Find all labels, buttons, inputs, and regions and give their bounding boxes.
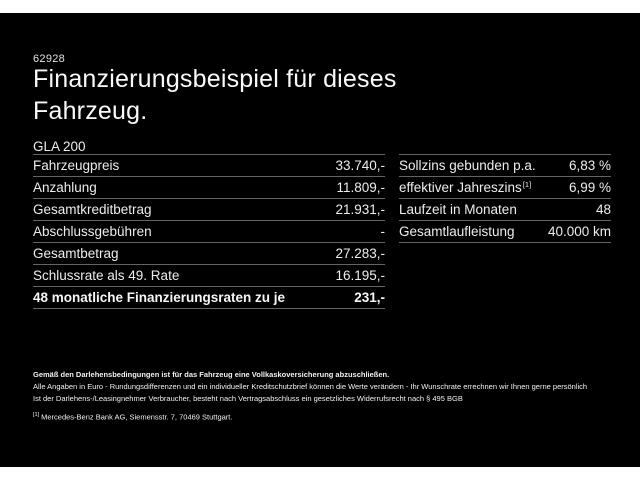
- page-title: Finanzierungsbeispiel für dieses Fahrzeug.: [33, 65, 397, 125]
- table-row: [33, 221, 385, 243]
- row-label: Schlussrate als 49. Rate: [33, 268, 180, 283]
- table-row-monthly-rate: [33, 287, 385, 309]
- footnote-text: Mercedes-Benz Bank AG, Siemensstr. 7, 70469 Stuttgart.: [41, 412, 233, 422]
- row-label: Laufzeit in Monaten: [399, 202, 517, 217]
- row-label: Gesamtbetrag: [33, 246, 119, 261]
- row-value: 11.809,-: [336, 180, 385, 195]
- row-value: 6,99 %: [568, 180, 611, 195]
- table-row: [399, 177, 611, 199]
- table-row: [399, 199, 611, 221]
- disclaimer-line: Ist der Darlehens-/Leasingnehmer Verbraucher, besteht nach Vertragsabschluss ein gesetzliches Widerrufsrecht nach § 495 BGB: [33, 394, 463, 403]
- row-label: Fahrzeugpreis: [33, 158, 120, 173]
- table-row: [33, 243, 385, 265]
- finance-table: [33, 154, 385, 309]
- row-label: Abschlussgebühren: [33, 224, 152, 239]
- row-value: -: [380, 224, 385, 239]
- vehicle-model: GLA 200: [33, 139, 86, 154]
- insurance-note: Gemäß den Darlehensbedingungen ist für das Fahrzeug eine Vollkaskoversicherung abzuschließen.: [33, 370, 390, 379]
- row-value: 27.283,-: [335, 246, 385, 261]
- table-row: [33, 199, 385, 221]
- disclaimer-line: Alle Angaben in Euro - Rundungsdifferenzen und ein individueller Kreditschutzbrief können die Werte verändern - Ihr Wunschrate errechnen wir Ihnen gerne persönlich: [33, 382, 588, 391]
- row-value: 33.740,-: [335, 158, 385, 173]
- footnote-marker: [1]: [522, 179, 532, 189]
- row-value: 40.000 km: [547, 224, 611, 239]
- row-value: 16.195,-: [335, 268, 385, 283]
- table-row: [399, 221, 611, 243]
- table-row: [33, 155, 385, 177]
- row-label-text: effektiver Jahreszins: [399, 180, 522, 195]
- table-row: [399, 155, 611, 177]
- row-label: Anzahlung: [33, 180, 97, 195]
- row-value: 48: [595, 202, 611, 217]
- reference-number: 62928: [33, 53, 66, 65]
- row-label: Gesamtkreditbetrag: [33, 202, 152, 217]
- row-value: 231,-: [354, 290, 385, 305]
- row-label: [399, 180, 531, 195]
- row-label: 48 monatliche Finanzierungsraten zu je: [33, 290, 286, 305]
- conditions-table: [399, 154, 611, 243]
- row-label: Gesamtlaufleistung: [399, 224, 515, 239]
- footnote-marker: [1]: [33, 412, 40, 418]
- bank-footnote: [33, 409, 623, 424]
- row-value: 6,83 %: [568, 158, 611, 173]
- table-row: [33, 177, 385, 199]
- legal-footer: [33, 369, 623, 424]
- table-row: [33, 265, 385, 287]
- row-label: Sollzins gebunden p.a.: [399, 158, 536, 173]
- financing-example-panel: [0, 13, 640, 467]
- row-value: 21.931,-: [335, 202, 385, 217]
